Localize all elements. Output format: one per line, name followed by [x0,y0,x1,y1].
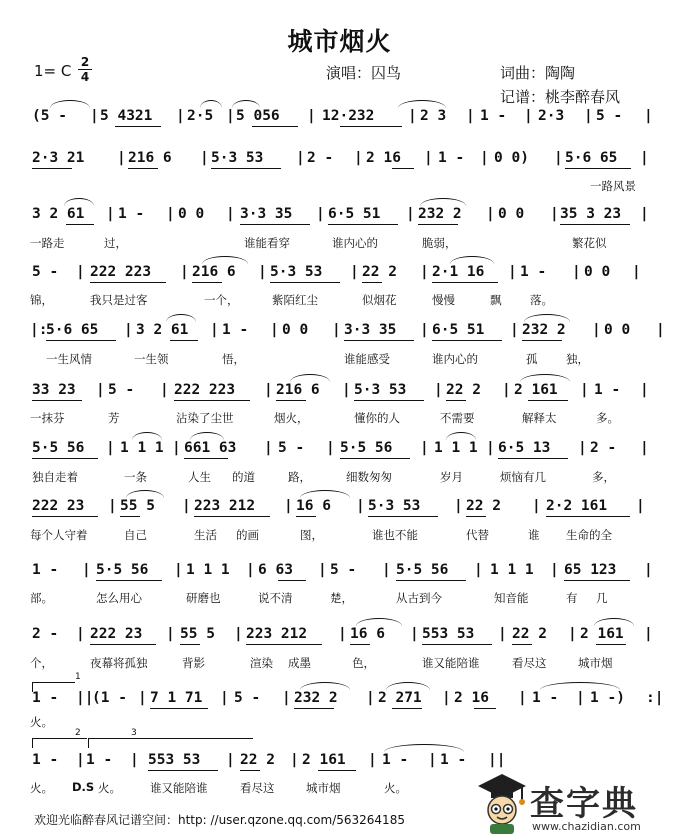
measure: 222 223 [90,264,152,280]
lyric: 谁又能陪谁 [150,781,208,795]
measure: 1 - [480,108,507,124]
lyric: 个， [30,656,53,670]
lyric: 锦， [30,293,53,307]
notation-row: 1 - || (1 - | 7 1 71 | 5 - | 232 2 | 2 271 | 2 16 | 1 - | 1 -) :| [32,690,664,706]
measure: 1 - [118,206,145,222]
measure: 5·5 56 [32,440,85,456]
measure: 65 123 [564,562,617,578]
measure: 223 212 [194,498,256,514]
lyric: 烦恼有几 [500,470,546,484]
lyric: 成墨 [288,656,311,670]
lyric: 城市烟 [578,656,613,670]
lyric: 一路走 [30,236,65,250]
measure: 3 2 61 [136,322,189,338]
lyric: 研磨也 [186,591,221,605]
measure: 6·5 51 [328,206,381,222]
lyrics-row [0,655,679,671]
measure: 33 23 [32,382,76,398]
measure: 1 - [520,264,547,280]
measure: 2 161 [514,382,558,398]
measure: 22 2 [362,264,397,280]
composer-credit: 词曲：陶陶 [500,64,576,82]
volta-number: 1 [75,672,81,682]
lyric: 代替 [466,528,489,542]
volta-number: 2 [75,728,81,738]
measure: 661 63 [184,440,237,456]
lyric: 谁又能陪谁 [422,656,480,670]
logo-url: www.chazidian.com [532,820,641,833]
lyric: 独自走着 [32,470,78,484]
measure: 1 1 1 [434,440,478,456]
lyrics-row [0,235,679,251]
measure: 232 2 [522,322,566,338]
lyric: 悟， [222,352,245,366]
lyric: 细数匆匆 [346,470,392,484]
lyric: 的道 [232,470,255,484]
measure: 2 16 [454,690,489,706]
measure: 1 - [532,690,559,706]
lyric: 看尽这 [240,781,275,795]
measure: 5·3 53 [368,498,421,514]
measure: 232 2 [418,206,462,222]
measure: 2 - [307,150,334,166]
lyric: 几 [596,591,608,605]
measure: 2·1 16 [432,264,485,280]
lyric: 多。 [596,411,619,425]
measure: 1 1 1 [490,562,534,578]
time-signature [78,56,92,83]
notation-row: |: 5·6 65 | 3 2 61 | 1 - | 0 0 | 3·3 35 | 6·5 51 | 232 2 | 0 0 | [30,322,665,338]
lyrics-row [0,410,679,426]
measure: 5 - [278,440,305,456]
measure: 5 - [32,264,59,280]
measure: 5 056 [236,108,280,124]
notation-row: 2 - | 222 23 | 55 5 | 223 212 | 16 6 | 553 53 | 22 2 | 2 161 | [32,626,653,642]
lyric: 火。 [30,781,53,795]
measure: 1 - [440,752,467,768]
lyric: 慢慢 [432,293,455,307]
notation-row: 3 2 61 | 1 - | 0 0 | 3·3 35 | 6·5 51 | 232 2 | 0 0 | 35 3 23 | [32,206,649,222]
singer-credit: 演唱：囚鸟 [326,64,402,82]
lyric: 有 [566,591,578,605]
measure: 35 3 23 [560,206,622,222]
notation-row: 1 - | 1 - | 553 53 | 22 2 | 2 161 | 1 - | 1 - || [32,752,506,768]
measure: 1 - [86,752,113,768]
measure: 5·5 56 [96,562,149,578]
lyric: 似烟花 [362,293,397,307]
song-title: 城市烟火 [287,27,392,56]
measure: 2 161 [302,752,346,768]
measure: 22 2 [446,382,481,398]
measure: 1 - [32,752,59,768]
measure: 22 2 [240,752,275,768]
measure: 55 5 [120,498,155,514]
measure: 3·3 35 [240,206,293,222]
lyric: 怎么用心 [96,591,142,605]
lyric: 谁内心的 [432,352,478,366]
measure: 1 - [382,752,409,768]
measure: 232 2 [294,690,338,706]
lyric: 一生领 [134,352,169,366]
measure: 216 6 [128,150,172,166]
measure: 2·3 [538,108,565,124]
lyric: 从古到今 [396,591,442,605]
measure: 22 2 [466,498,501,514]
lyrics-row [0,590,679,606]
transcriber-credit: 记谱：桃李醉春风 [500,88,621,106]
lyric: 岁月 [440,470,463,484]
measure: 222 23 [32,498,85,514]
measure: 5 - [108,382,135,398]
lyric: 孤 [526,352,538,366]
lyrics-row [0,351,679,367]
volta-bracket [88,728,253,748]
measure: 3·3 35 [344,322,397,338]
lyric: 知音能 [494,591,529,605]
volta-bracket [32,728,87,748]
key-signature: 1= C [34,62,72,80]
time-signature-top: 2 [80,55,90,69]
measure: 0 0 [604,322,631,338]
measure: 216 6 [192,264,236,280]
measure: 223 212 [246,626,308,642]
measure: 0 0 [282,322,309,338]
lyric: 脆弱， [422,236,457,250]
lyric: 谁内心的 [332,236,378,250]
lyric: 夜幕将孤独 [90,656,148,670]
footer-text: 欢迎光临醉春风记谱空间：http: //user.qzone.qq.com/563264185 [34,813,405,827]
measure: 2 3 [420,108,447,124]
lyric: 独， [566,352,589,366]
notation-row: 5·5 56 | 1 1 1 | 661 63 | 5 - | 5·5 56 | 1 1 1 | 6·5 13 | 2 - | [32,440,649,456]
measure: (1 - [92,690,127,706]
volta-number: 3 [131,728,137,738]
lyric: 多， [592,470,615,484]
measure: 2 - [590,440,617,456]
measure: 2 - [32,626,59,642]
lyric: 城市烟 [306,781,341,795]
measure: 3 2 61 [32,206,85,222]
lyric: 看尽这 [512,656,547,670]
lyrics-row [0,714,679,730]
measure: 2·2 161 [546,498,608,514]
measure: 5·6 65 [46,322,99,338]
measure: 22 2 [512,626,547,642]
lyric: 过， [104,236,127,250]
lyrics-row [0,178,679,194]
lyrics-row [0,469,679,485]
measure: 0 0 [498,206,525,222]
measure: 2·3 21 [32,150,85,166]
measure: 2 161 [580,626,624,642]
measure: 5 - [330,562,357,578]
lyric: 色， [352,656,375,670]
lyric: 楚， [330,591,353,605]
measure: 553 53 [148,752,201,768]
notation-row: 1 - | 5·5 56 | 1 1 1 | 6 63 | 5 - | 5·5 56 | 1 1 1 | 65 123 | [32,562,653,578]
lyric: 谁也不能 [372,528,418,542]
measure: 6·5 13 [498,440,551,456]
measure: 16 6 [296,498,331,514]
measure: 2 271 [378,690,422,706]
measure: 5·3 53 [354,382,407,398]
lyric: 的画 [236,528,259,542]
lyric: 繁花似 [572,236,607,250]
time-signature-bottom: 4 [80,70,90,84]
measure: 0 0) [494,150,529,166]
measure: 2 16 [366,150,401,166]
lyric: 一个， [204,293,239,307]
lyric: 火。 [30,715,53,729]
chazidian-logo [474,766,679,839]
measure: 16 6 [350,626,385,642]
lyric: 一生风情 [46,352,92,366]
logo-text: 查字典 [530,784,638,824]
lyric: 火。 [98,781,121,795]
lyric: 人生 [188,470,211,484]
lyric: 落。 [530,293,553,307]
measure: 0 0 [178,206,205,222]
measure: 7 1 71 [150,690,203,706]
scholar-mascot-icon [474,770,530,836]
lyric: 一路风景 [590,179,636,193]
measure: 5 4321 [100,108,153,124]
lyric: 生命的全 [566,528,612,542]
measure: 553 53 [422,626,475,642]
measure: 2·5 [187,108,214,124]
lyric: 图， [300,528,323,542]
measure: (5 - [32,108,67,124]
measure: 5·5 56 [396,562,449,578]
lyrics-row [0,292,679,308]
notation-row: 222 23 | 55 5 | 223 212 | 16 6 | 5·3 53 | 22 2 | 2·2 161 | [32,498,645,514]
measure: 5 - [234,690,261,706]
measure: 1 1 1 [120,440,164,456]
ds-marker: D.S [72,780,95,794]
measure: 5·5 56 [340,440,393,456]
lyric: 火。 [384,781,407,795]
notation-row: 33 23 | 5 - | 222 223 | 216 6 | 5·3 53 | 22 2 | 2 161 | 1 - | [32,382,649,398]
measure: 216 6 [276,382,320,398]
measure: 5·3 53 [270,264,323,280]
lyric: 紫陌红尘 [272,293,318,307]
lyric: 懂你的人 [354,411,400,425]
measure: 5·6 65 [565,150,618,166]
notation-row: 5 - | 222 223 | 216 6 | 5·3 53 | 22 2 | 2·1 16 | 1 - | 0 0 | [32,264,641,280]
lyric: 解释太 [522,411,557,425]
measure: 1 - [594,382,621,398]
lyric: 谁能感受 [344,352,390,366]
measure: 5·3 53 [211,150,264,166]
measure: 222 223 [174,382,236,398]
lyric: 烟火， [274,411,309,425]
measure: 6·5 51 [432,322,485,338]
notation-row: 2·3 21 | 216 6 | 5·3 53 | 2 - | 2 16 | 1 - | 0 0) | 5·6 65 | [32,150,649,166]
lyric: 不需要 [440,411,475,425]
measure: 5 - [596,108,623,124]
lyric: 路， [288,470,311,484]
lyric: 自己 [124,528,147,542]
measure: 1 - [438,150,465,166]
measure: 12·232 [322,108,375,124]
lyric: 我只是过客 [90,293,148,307]
measure: 0 0 [584,264,611,280]
measure: 1 - [222,322,249,338]
lyric: 飘 [490,293,502,307]
lyrics-row [0,527,679,543]
lyric: 背影 [182,656,205,670]
lyric: 渲染 [250,656,273,670]
measure: 1 - [32,562,59,578]
measure: 55 5 [180,626,215,642]
lyric: 沾染了尘世 [176,411,234,425]
measure: 222 23 [90,626,143,642]
lyric: 一抹芬 [30,411,65,425]
measure: 1 - [32,690,59,706]
notation-row: (5 - | 5 4321 | 2·5 | 5 056 | 12·232 | 2 3 | 1 - | 2·3 | 5 - | [32,108,653,124]
lyric: 谁 [528,528,540,542]
lyric: 谁能看穿 [244,236,290,250]
measure: 1 1 1 [186,562,230,578]
lyric: 生活 [194,528,217,542]
measure: 1 -) [590,690,625,706]
lyric: 说不清 [258,591,293,605]
lyric: 一条 [124,470,147,484]
lyric: 芳 [108,411,120,425]
measure: 6 63 [258,562,293,578]
lyric: 每个人守着 [30,528,88,542]
lyric: 部。 [30,591,53,605]
